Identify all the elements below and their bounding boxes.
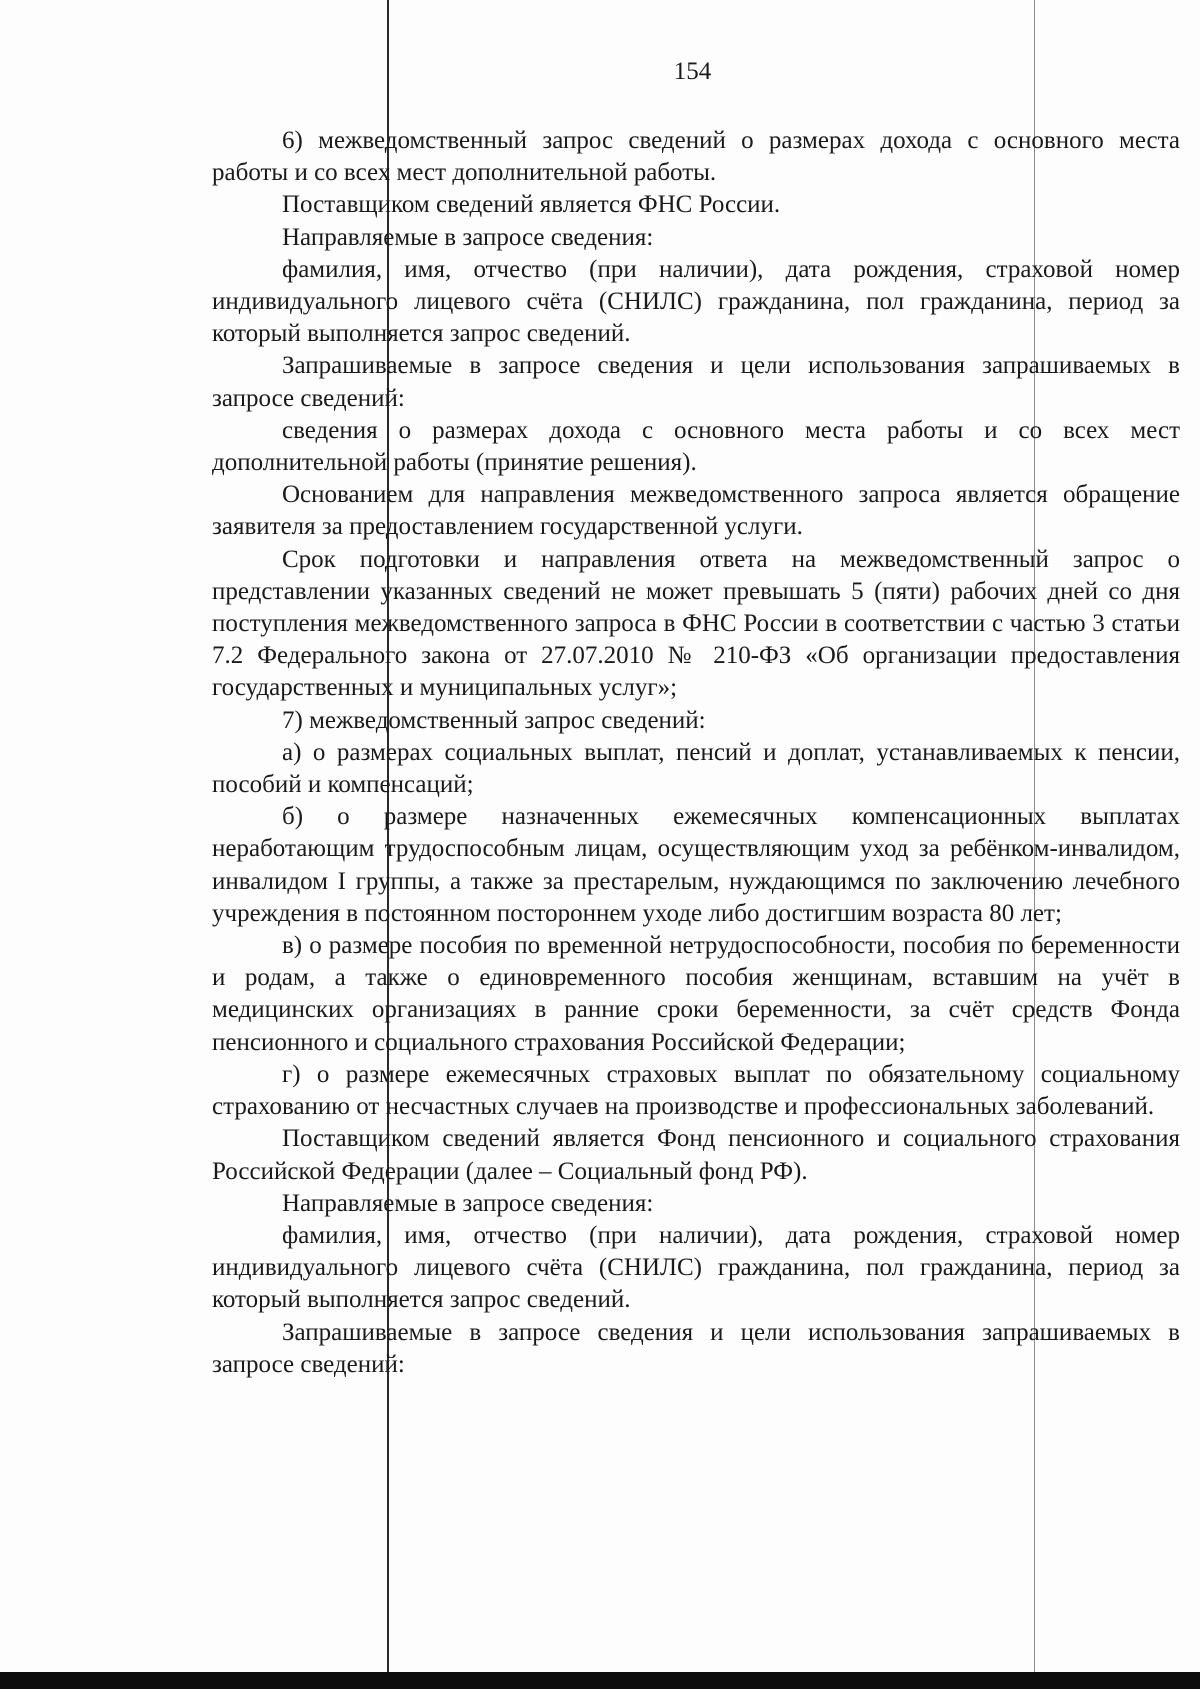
paragraph: Срок подготовки и направления ответа на межведомственный запрос о представлении указанных сведений не может превышать 5 (пяти) рабочих дней со дня поступления межведомственного запроса в ФНС России в соответствии с частью 3 статьи 7.2 Федерального закона от 27.07.2010 № 210-ФЗ «Об организации предоставления государственных и муниципальных услуг»; (212, 545, 1180, 702)
page-number: 154 (673, 58, 712, 85)
paragraph: Направляемые в запросе сведения: (282, 223, 654, 251)
paragraph: 6) межведомственный запрос сведений о размерах дохода с основного места работы и со всех мест дополнительной работы. (212, 127, 1180, 187)
document-body (212, 125, 1180, 1381)
paragraph: Запрашиваемые в запросе сведения и цели использования запрашиваемых в запросе сведений: (212, 352, 1180, 412)
paragraph: г) о размере ежемесячных страховых выплат по обязательному социальному страхованию от несчастных случаев на производстве и профессиональных заболеваний. (212, 1060, 1180, 1121)
paragraph: 7) межведомственный запрос сведений: (282, 706, 706, 734)
paragraph: б) о размере назначенных ежемесячных компенсационных выплатах неработающим трудоспособным лицам, осуществляющим уход за ребёнком-инвалидом, инвалидом I группы, а также за престарелым, нуждающимся по заключению лечебного учреждения в постоянном постороннем уходе либо достигшим возраста 80 лет; (212, 803, 1180, 927)
paragraph: Основанием для направления межведомственного запроса является обращение заявителя за предоставлением государственной услуги. (212, 481, 1180, 541)
scan-bottom-border (0, 1672, 1200, 1689)
paragraph: Поставщиком сведений является Фонд пенсионного и социального страхования Российской Федерации (далее – Социальный фонд РФ). (212, 1125, 1180, 1185)
paragraph: а) о размерах социальных выплат, пенсий и доплат, устанавливаемых к пенсии, пособий и компенсаций; (212, 738, 1180, 799)
paragraph: Направляемые в запросе сведения: (282, 1189, 654, 1217)
paragraph: сведения о размерах дохода с основного места работы и со всех мест дополнительной работы (принятие решения). (212, 416, 1180, 477)
paragraph: Поставщиком сведений является ФНС России. (282, 191, 781, 219)
paragraph: Запрашиваемые в запросе сведения и цели использования запрашиваемых в запросе сведений: (212, 1318, 1180, 1378)
paragraph: в) о размере пособия по временной нетрудоспособности, пособия по беременности и родам, а также о единовременного пособия женщинам, вставшим на учёт в медицинских организациях в ранние сроки беременности, за счёт средств Фонда пенсионного и социального страхования Российской Федерации; (212, 932, 1180, 1056)
paragraph: фамилия, имя, отчество (при наличии), дата рождения, страховой номер индивидуального лицевого счёта (СНИЛС) гражданина, пол гражданина, период за который выполняется запрос сведений. (212, 1221, 1180, 1314)
paragraph: фамилия, имя, отчество (при наличии), дата рождения, страховой номер индивидуального лицевого счёта (СНИЛС) гражданина, пол гражданина, период за который выполняется запрос сведений. (212, 255, 1180, 348)
